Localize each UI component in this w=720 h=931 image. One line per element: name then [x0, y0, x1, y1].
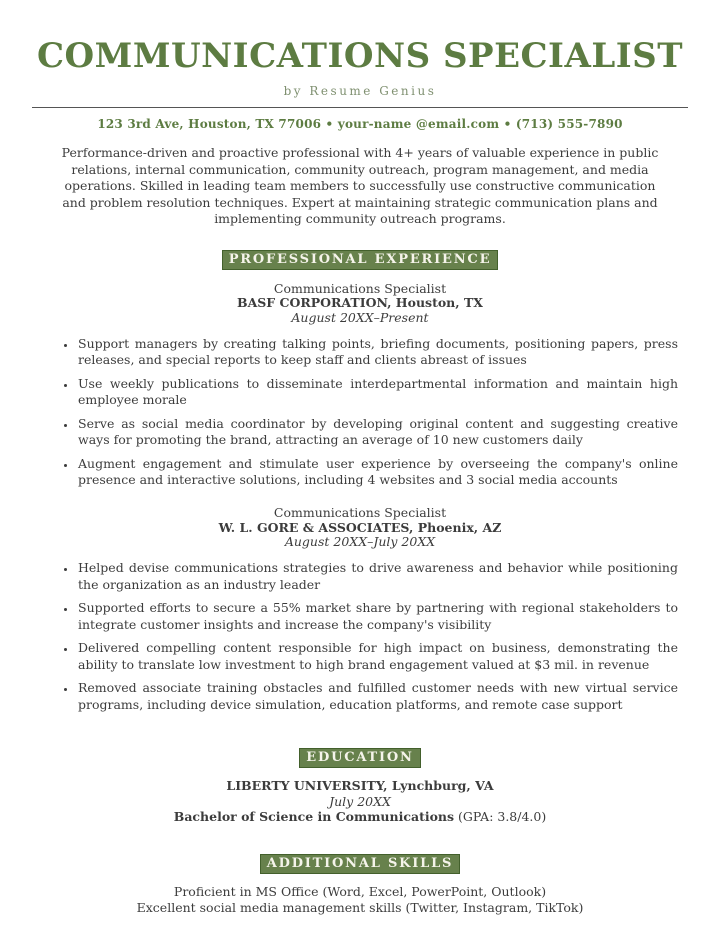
education-date: July 20XX	[329, 793, 391, 809]
skill-item: Excellent social media management skills (Twitter, Instagram, TikTok)	[136, 900, 584, 916]
job-dates: August 20XX–Present	[291, 310, 429, 326]
job-bullet: • Supported efforts to secure a 55% market share by partnering with regional stakeholders to integrate customer insights and increase the company's visibility	[76, 600, 678, 633]
professional-summary: Performance-driven and proactive professional with 4+ years of valuable experience in public relations, internal communication, community outreach, program management, and media operations. Skilled in leading team members to successfully use constructive communication and problem resolution techniques. Expert at maintaining strategic communication plans and implementing community outreach programs.	[61, 145, 659, 226]
job-bullet: • Use weekly publications to disseminate interdepartmental information and maintain high employee morale	[76, 376, 678, 409]
job-bullet-list	[30, 560, 678, 713]
job-dates: August 20XX–July 20XX	[284, 534, 436, 550]
education-gpa: (GPA: 3.8/4.0)	[458, 809, 547, 825]
job-bullet: • Support managers by creating talking points, briefing documents, positioning papers, press releases, and special reports to keep staff and clients abreast of issues	[76, 336, 678, 369]
skill-item: Proficient in MS Office (Word, Excel, PowerPoint, Outlook)	[173, 883, 547, 899]
header-divider	[32, 107, 688, 108]
job-bullet: • Removed associate training obstacles and fulfilled customer needs with new virtual service programs, including device simulation, education platforms, and remote case support	[76, 680, 678, 713]
education-school: LIBERTY UNIVERSITY, Lynchburg, VA	[226, 778, 494, 794]
education-degree-line	[30, 809, 690, 825]
education-block	[30, 778, 690, 825]
section-heading-additional-skills: ADDITIONAL SKILLS	[260, 854, 460, 874]
contact-info: 123 3rd Ave, Houston, TX 77006 • your-name @email.com • (713) 555-7890	[97, 117, 623, 131]
job-title: Communications Specialist	[273, 280, 447, 296]
job-bullet-list	[30, 336, 678, 489]
byline: by Resume Genius	[283, 84, 437, 98]
job-header	[30, 506, 690, 550]
job-company: W. L. GORE & ASSOCIATES, Phoenix, AZ	[218, 519, 502, 535]
page-title: COMMUNICATIONS SPECIALIST	[37, 36, 683, 76]
job-bullet: • Augment engagement and stimulate user experience by overseeing the company's online presence and interactive solutions, including 4 websites and 3 social media accounts	[76, 456, 678, 489]
education-degree: Bachelor of Science in Communications	[173, 809, 455, 825]
job-company: BASF CORPORATION, Houston, TX	[237, 295, 483, 311]
job-bullet: • Serve as social media coordinator by developing original content and suggesting creative ways for promoting the brand, attracting an average of 10 new customers daily	[76, 416, 678, 449]
skills-block	[30, 884, 690, 917]
job-header	[30, 282, 690, 326]
section-heading-professional-experience: PROFESSIONAL EXPERIENCE	[222, 250, 499, 270]
section-heading-education: EDUCATION	[299, 748, 420, 768]
job-bullet: • Helped devise communications strategies to drive awareness and behavior while positioning the organization as an industry leader	[76, 560, 678, 593]
job-bullet: • Delivered compelling content responsible for high impact on business, demonstrating the ability to translate low investment to high brand engagement valued at $3 mil. in revenue	[76, 640, 678, 673]
job-title: Communications Specialist	[273, 504, 447, 520]
